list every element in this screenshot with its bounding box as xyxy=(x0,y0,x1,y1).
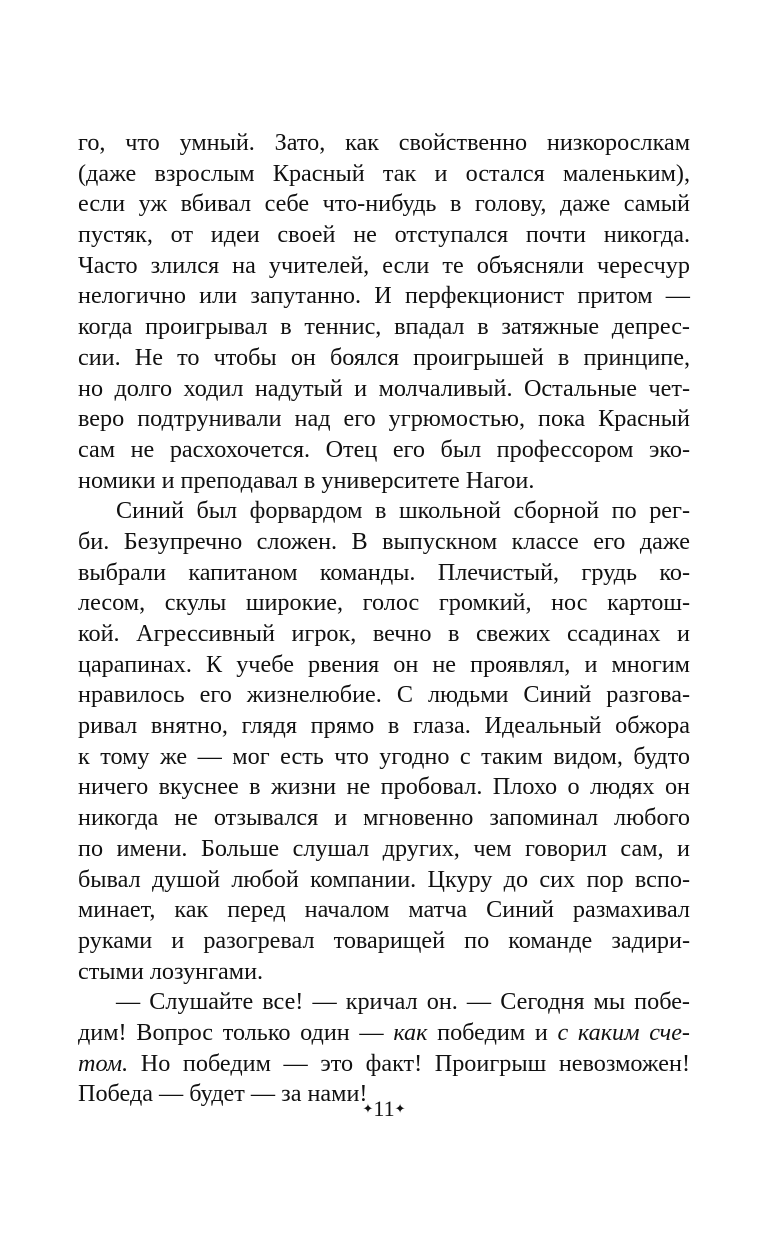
text-run: бывал душой любой компании. Цкуру до сих пор вспо- xyxy=(78,865,690,893)
text-line xyxy=(78,680,690,711)
italic-text: как xyxy=(393,1018,428,1046)
text-run: пустяк, от идеи своей не отступался почти никогда. xyxy=(78,221,690,249)
text-line xyxy=(78,987,690,1018)
italic-text: с каким сче- xyxy=(557,1018,690,1046)
text-run: веро подтрунивали над его угрюмостью, пока Красный xyxy=(78,405,690,433)
text-line xyxy=(78,159,690,190)
text-run: победим и xyxy=(427,1018,558,1046)
text-line xyxy=(78,374,690,405)
text-line xyxy=(78,588,690,619)
text-line xyxy=(78,772,690,803)
text-line xyxy=(78,619,690,650)
text-run: к тому же — мог есть что угодно с таким видом, будто xyxy=(78,742,690,770)
text-run: ривал внятно, глядя прямо в глаза. Идеальный обжора xyxy=(78,712,690,740)
text-line xyxy=(78,834,690,865)
text-run: нравилось его жизнелюбие. С людьми Синий разгова- xyxy=(78,681,690,709)
text-run: дим! Вопрос только один — xyxy=(78,1018,394,1046)
text-run: (даже взрослым Красный так и остался маленьким), xyxy=(78,159,690,187)
text-run: никогда не отзывался и мгновенно запоминал любого xyxy=(78,804,690,832)
text-line xyxy=(78,957,690,988)
text-run: кой. Агрессивный игрок, вечно в свежих ссадинах и xyxy=(78,620,690,647)
text-run: лесом, скулы широкие, голос громкий, нос картош- xyxy=(78,589,690,617)
text-line xyxy=(78,803,690,834)
text-line xyxy=(78,527,690,558)
text-run: выбрали капитаном команды. Плечистый, грудь ко- xyxy=(78,558,690,586)
ornament-right-icon: ✦ xyxy=(394,1101,406,1116)
text-run: го, что умный. Зато, как свойственно низкорослкам xyxy=(78,129,690,156)
text-run: Но победим — это факт! Проигрыш невозможен! xyxy=(128,1049,690,1077)
text-run: минает, как перед началом матча Синий размахивал xyxy=(78,896,690,924)
body-text xyxy=(78,128,690,1110)
text-line xyxy=(78,466,690,497)
text-line xyxy=(78,189,690,220)
ornament-left-icon: ✦ xyxy=(362,1101,374,1116)
paragraph xyxy=(78,987,690,1110)
text-run: нелогично или запутанно. И перфекционист притом — xyxy=(78,282,690,310)
text-line xyxy=(78,312,690,343)
text-run: ничего вкуснее в жизни не пробовал. Плохо о людях он xyxy=(78,773,690,801)
text-run: номики и преподавал в университете Нагои. xyxy=(78,466,535,494)
text-run: би. Безупречно сложен. В выпускном классе его даже xyxy=(78,527,690,555)
text-run: Часто злился на учителей, если те объясняли чересчур xyxy=(78,251,690,279)
text-run: по имени. Больше слушал других, чем говорил сам, и xyxy=(78,834,690,862)
text-run: — Слушайте все! — кричал он. — Сегодня мы побе- xyxy=(116,988,690,1016)
paragraph xyxy=(78,128,690,496)
text-line xyxy=(78,895,690,926)
text-line xyxy=(78,251,690,282)
text-run: если уж вбивал себе что-нибудь в голову, даже самый xyxy=(78,190,690,218)
text-line xyxy=(78,742,690,773)
text-line xyxy=(78,343,690,374)
text-run: но долго ходил надутый и молчаливый. Остальные чет- xyxy=(78,374,690,402)
text-run: сам не расхохочется. Отец его был профессором эко- xyxy=(78,435,690,463)
text-line xyxy=(78,128,690,159)
text-run: стыми лозунгами. xyxy=(78,957,264,985)
text-run: Победа — будет — за нами! xyxy=(78,1080,368,1108)
text-run: когда проигрывал в теннис, впадал в затяжные депрес- xyxy=(78,313,690,341)
text-run: сии. Не то чтобы он боялся проигрышей в принципе, xyxy=(78,343,690,371)
page-number: 11 xyxy=(373,1096,395,1121)
text-line xyxy=(78,650,690,681)
text-line xyxy=(78,865,690,896)
text-line xyxy=(78,496,690,527)
text-line xyxy=(78,1018,690,1049)
text-line xyxy=(78,558,690,589)
text-line xyxy=(78,926,690,957)
text-line xyxy=(78,281,690,312)
text-line xyxy=(78,404,690,435)
text-run: царапинах. К учебе рвения он не проявлял, и многим xyxy=(78,650,690,678)
text-line xyxy=(78,1049,690,1080)
paragraph xyxy=(78,496,690,987)
text-run: руками и разогревал товарищей по команде задири- xyxy=(78,926,690,954)
page-footer xyxy=(0,1096,768,1122)
text-line xyxy=(78,220,690,251)
text-run: Синий был форвардом в школьной сборной по рег- xyxy=(116,497,690,525)
text-line xyxy=(78,435,690,466)
text-line xyxy=(78,711,690,742)
italic-text: том. xyxy=(78,1049,129,1077)
